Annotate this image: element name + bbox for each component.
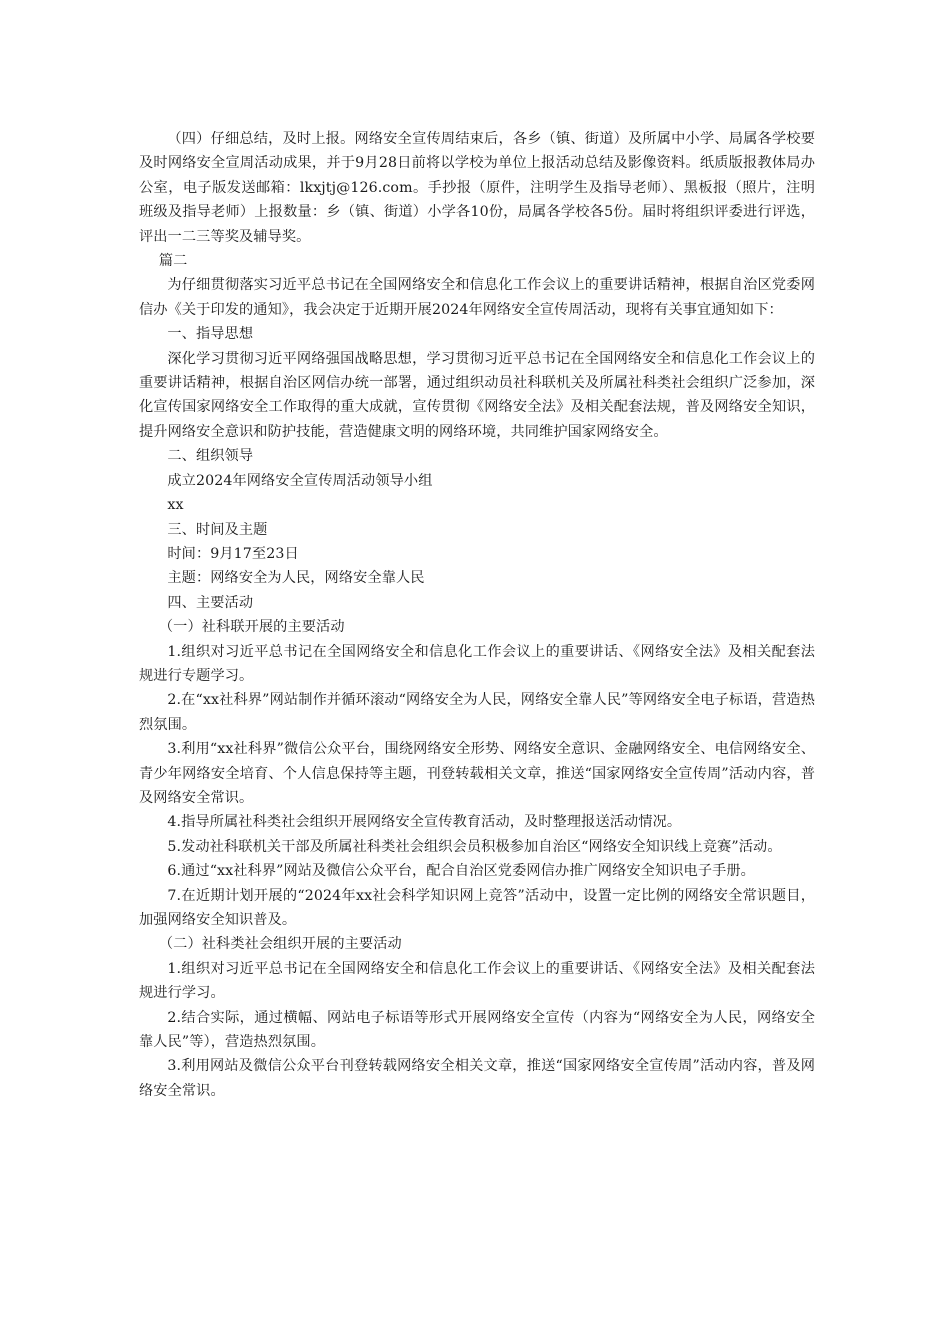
document-body [139, 127, 815, 1103]
list-item: 1.组织对习近平总书记在全国网络安全和信息化工作会议上的重要讲话、《网络安全法》及相关配套法规进行专题学习。 [139, 643, 815, 684]
list-item: 6.通过“xx社科界”网站及微信公众平台，配合自治区党委网信办推广网络安全知识电子手册。 [167, 863, 755, 880]
list-item: 5.发动社科联机关干部及所属社科类社会组织会员积极参加自治区“网络安全知识线上竞赛”活动。 [167, 838, 782, 855]
paragraph-theme: 主题：网络安全为人民，网络安全靠人民 [167, 570, 425, 587]
subheading-social-org-activities: （二）社科类社会组织开展的主要活动 [158, 936, 402, 953]
list-item: 3.利用网站及微信公众平台刊登转载网络安全相关文章，推送“国家网络安全宣传周”活动内容，普及网络安全常识。 [139, 1058, 815, 1099]
subheading-federation-activities: （一）社科联开展的主要活动 [158, 619, 345, 636]
list-item: 7.在近期计划开展的“2024年xx社会科学知识网上竞答”活动中，设置一定比例的网络安全常识题目，加强网络安全知识普及。 [139, 887, 815, 928]
heading-time-theme: 三、时间及主题 [167, 521, 268, 538]
section-label-part-two: 篇二 [158, 253, 188, 270]
paragraph-intro: 为仔细贯彻落实习近平总书记在全国网络安全和信息化工作会议上的重要讲话精神，根据自治区党委网信办《关于印发的通知》，我会决定于近期开展2024年网络安全宣传周活动，现将有关事宜通知如下： [139, 277, 815, 318]
paragraph-time: 时间：9月17至23日 [167, 545, 299, 562]
paragraph-group-members: xx [167, 497, 184, 514]
paragraph-summary-report: （四）仔细总结，及时上报。网络安全宣传周结束后，各乡（镇、街道）及所属中小学、局属各学校要及时网络安全宣周活动成果，并于9月28日前将以学校为单位上报活动总结及影像资料。纸质版报教体局办公室，电子版发送邮箱：lkxjtj@126.com。手抄报（原件，注明学生及指导老师）、黑板报（照片，注明班级及指导老师）上报数量：乡（镇、街道）小学各10份，局属各学校各5份。届时将组织评委进行评选，评出一二三等奖及辅导奖。 [139, 131, 815, 245]
heading-organization: 二、组织领导 [167, 448, 254, 465]
list-item: 3.利用“xx社科界”微信公众平台，围绕网络安全形势、网络安全意识、金融网络安全、电信网络安全、青少年网络安全培育、个人信息保持等主题，刊登转载相关文章，推送“国家网络安全宣传周”活动内容，普及网络安全常识。 [139, 741, 815, 806]
paragraph-guiding-ideology: 深化学习贯彻习近平网络强国战略思想，学习贯彻习近平总书记在全国网络安全和信息化工作会议上的重要讲话精神，根据自治区网信办统一部署，通过组织动员社科联机关及所属社科类社会组织广泛参加，深化宣传国家网络安全工作取得的重大成就，宣传贯彻《网络安全法》及相关配套法规，普及网络安全知识，提升网络安全意识和防护技能，营造健康文明的网络环境，共同维护国家网络安全。 [139, 350, 815, 440]
heading-main-activities: 四、主要活动 [167, 594, 254, 611]
heading-guiding-ideology: 一、指导思想 [167, 326, 254, 343]
list-item: 1.组织对习近平总书记在全国网络安全和信息化工作会议上的重要讲话、《网络安全法》及相关配套法规进行学习。 [139, 960, 815, 1002]
paragraph-leading-group: 成立2024年网络安全宣传周活动领导小组 [167, 472, 433, 489]
list-item: 2.在“xx社科界”网站制作并循环滚动“网络安全为人民，网络安全靠人民”等网络安全电子标语，营造热烈氛围。 [139, 692, 815, 733]
list-item: 4.指导所属社科类社会组织开展网络安全宣传教育活动，及时整理报送活动情况。 [167, 814, 682, 831]
list-item: 2.结合实际，通过横幅、网站电子标语等形式开展网络安全宣传（内容为“网络安全为人民，网络安全靠人民”等），营造热烈氛围。 [139, 1009, 815, 1051]
